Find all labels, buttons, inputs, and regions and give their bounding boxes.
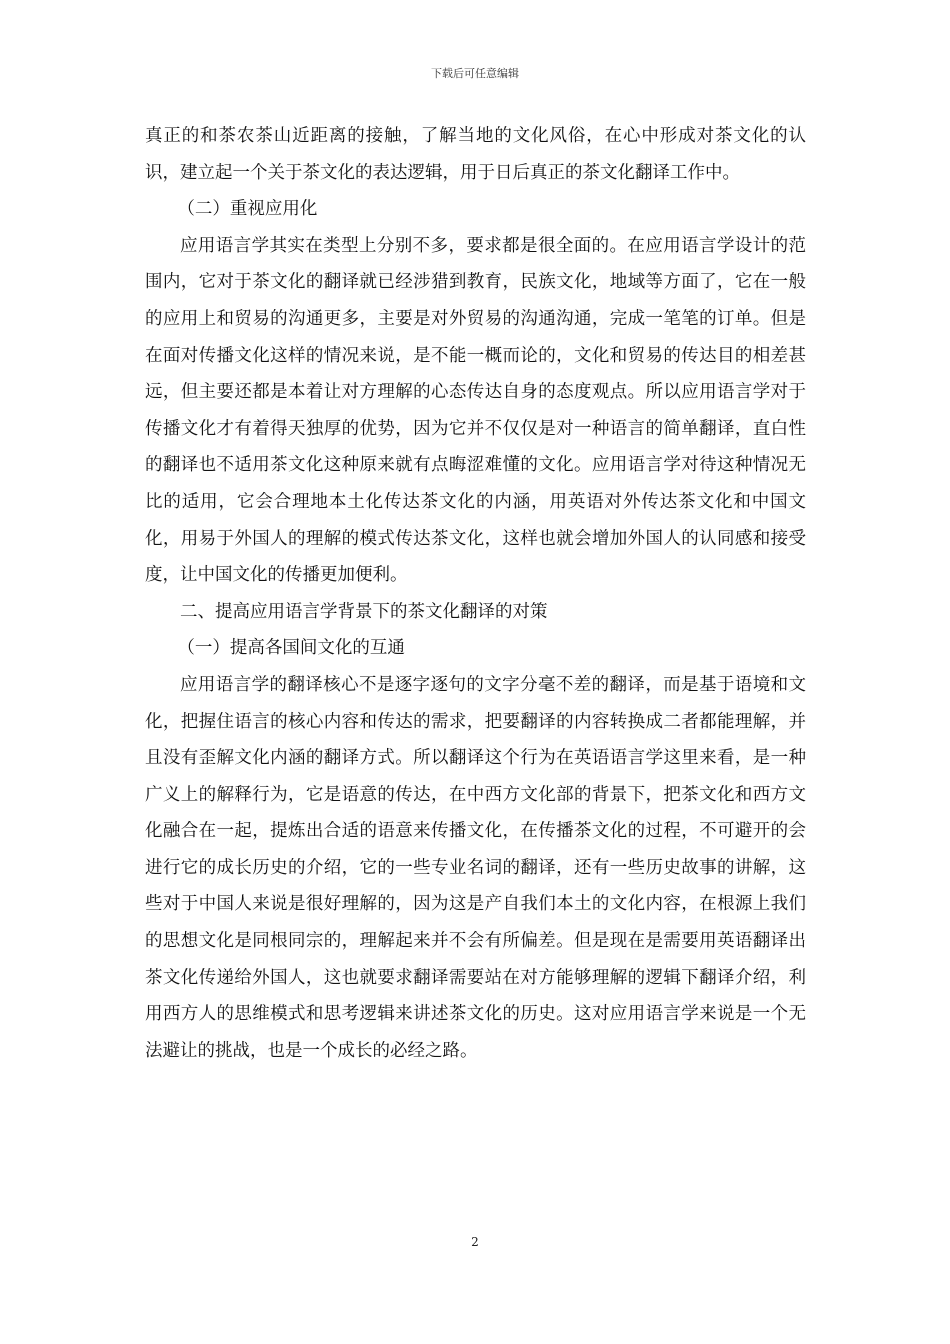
section-heading-wenhua-hutong: （一）提高各国间文化的互通: [177, 638, 405, 659]
page-header: 下载后可任意编辑: [431, 67, 519, 80]
document-body: [145, 118, 806, 1069]
body-paragraph: 应用语言学其实在类型上分别不多，要求都是很全面的。在应用语言学设计的范围内，它对于茶文化的翻译就已经涉猎到教育，民族文化，地域等方面了，它在一般的应用上和贸易的沟通更多，主要是对外贸易的沟通沟通，完成一笔笔的订单。但是在面对传播文化这样的情况来说，是不能一概而论的，文化和贸易的传达目的相差甚远，但主要还都是本着让对方理解的心态传达自身的态度观点。所以应用语言学对于传播文化才有着得天独厚的优势，因为它并不仅仅是对一种语言的简单翻译，直白性的翻译也不适用茶文化这种原来就有点晦涩难懂的文化。应用语言学对待这种情况无比的适用，它会合理地本土化传达茶文化的内涵，用英语对外传达茶文化和中国文化，用易于外国人的理解的模式传达茶文化，这样也就会增加外国人的认同感和接受度，让中国文化的传播更加便利。: [145, 235, 806, 586]
page-number: 2: [471, 1235, 479, 1249]
section-heading-zhongshi-yingyonghua: （二）重视应用化: [177, 199, 318, 220]
section-heading-duice: 二、提高应用语言学背景下的茶文化翻译的对策: [180, 601, 548, 622]
body-paragraph: 应用语言学的翻译核心不是逐字逐句的文字分毫不差的翻译，而是基于语境和文化，把握住语言的核心内容和传达的需求，把要翻译的内容转换成二者都能理解，并且没有歪解文化内涵的翻译方式。所以翻译这个行为在英语语言学这里来看，是一种广义上的解释行为，它是语意的传达，在中西方文化部的背景下，把茶文化和西方文化融合在一起，提炼出合适的语意来传播文化，在传播茶文化的过程，不可避开的会进行它的成长历史的介绍，它的一些专业名词的翻译，还有一些历史故事的讲解，这些对于中国人来说是很好理解的，因为这是产自我们本土的文化内容，在根源上我们的思想文化是同根同宗的，理解起来并不会有所偏差。但是现在是需要用英语翻译出茶文化传递给外国人，这也就要求翻译需要站在对方能够理解的逻辑下翻译介绍，利用西方人的思维模式和思考逻辑来讲述茶文化的历史。这对应用语言学来说是一个无法避让的挑战，也是一个成长的必经之路。: [145, 674, 806, 1061]
body-paragraph-continued: 真正的和茶农茶山近距离的接触，了解当地的文化风俗，在心中形成对茶文化的认识，建立起一个关于茶文化的表达逻辑，用于日后真正的茶文化翻译工作中。: [145, 126, 806, 183]
